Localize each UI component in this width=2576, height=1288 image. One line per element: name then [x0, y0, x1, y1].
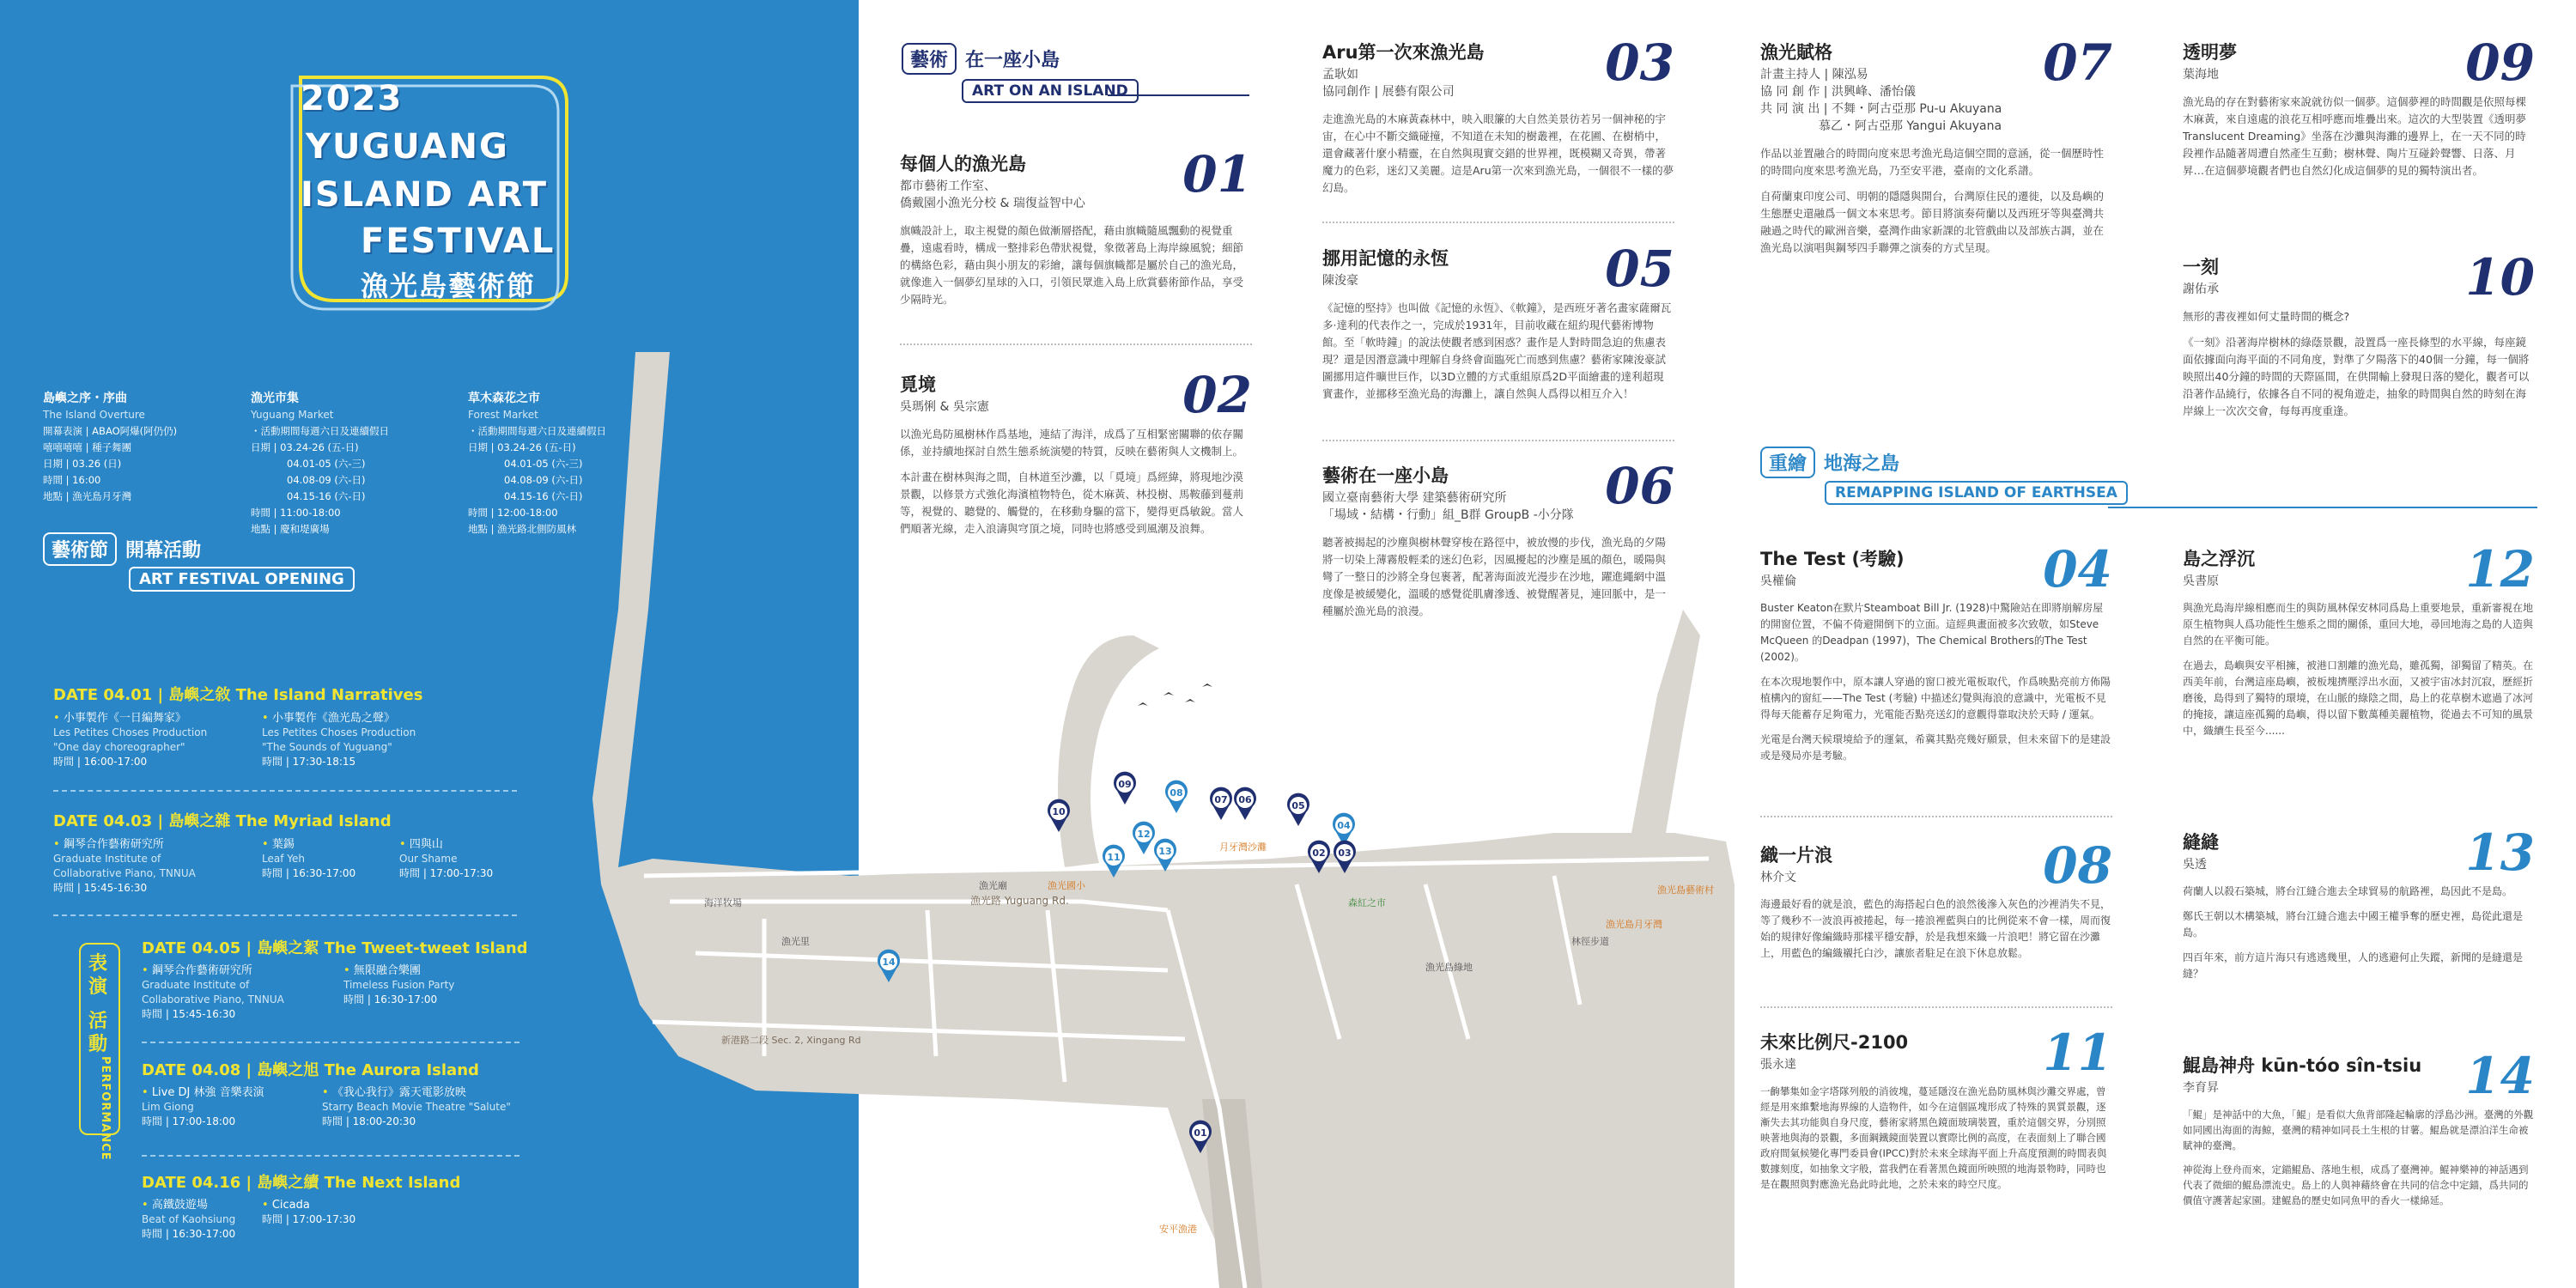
artwork-number: 10 — [2465, 248, 2535, 307]
schedule-item-time: 時間 | 17:00-17:30 — [399, 867, 494, 879]
map-road-label-2: 新港路二段 Sec. 2, Xingang Rd — [721, 1035, 861, 1046]
event-line: 04.08-09 (六-日) — [287, 474, 366, 486]
artwork-title: 每個人的漁光島 — [900, 154, 1026, 174]
map-pin-label: 07 — [1214, 794, 1228, 805]
artwork-description: 本計畫在樹林與海之間，自林道至沙灘，以「覓境」爲經緯，將現地沙漠景觀，以修景方式強化海濱植物特色，從木麻黃、林投樹、馬鞍藤到蔓荊等，視覺的、聽覺的、觸覺的，在移動身驅的當下，變得更爲敏銳。當人們順著光線，走入浪濤與穹頂之境，同時也將感受到風潮及浪舞。 — [900, 471, 1244, 535]
artwork-artist: 葉海地 — [2183, 68, 2219, 82]
artwork-title: 未來比例尺-2100 — [1760, 1032, 1909, 1053]
event-line: 日期 | 03.26 (日) — [43, 458, 122, 470]
artwork-title: The Test (考驗) — [1760, 549, 1905, 569]
artwork-title: 漁光賦格 — [1760, 42, 1832, 63]
performance-cn-char: 活 — [88, 1011, 107, 1032]
logo-year: 2023 — [301, 79, 404, 118]
artwork-05 — [1322, 240, 1674, 411]
map-pin-label: 03 — [1338, 848, 1352, 859]
event-title: 草木森花之市 — [468, 392, 540, 405]
event-line: 地點 | 慶和堤廣場 — [251, 523, 330, 535]
artwork-artist: 共 同 演 出 | 不舞・阿古亞那 Pu-u Akuyana — [1760, 102, 2002, 116]
schedule-item-name: 葉錫 — [271, 838, 295, 851]
artwork-title: 織一片浪 — [1760, 845, 1832, 866]
divider — [1760, 1006, 2112, 1008]
schedule-item-name: 鋼琴合作藝術研究所 — [151, 964, 252, 977]
logo-line-yuguang: YUGUANG — [306, 127, 509, 167]
artwork-description: 荷蘭人以殺石築城，將台江縫合進去全球貿易的航路裡，島因此不是島。 — [2183, 885, 2513, 897]
artwork-title: 島之浮沉 — [2183, 549, 2255, 569]
schedule-item-en: Graduate Institute of — [142, 979, 250, 991]
artwork-description: 「鯤」是神話中的大魚，「鯤」是看似大魚背部隆起輪廓的浮島沙洲。臺灣的外觀如同國出海面的海鯨，臺灣的精神如同長土生根的甘薯。鯤島就是漂泊洋生命被賦神的臺灣。 — [2183, 1109, 2534, 1151]
artwork-description: 《一刻》沿著海岸樹林的綠蔭景觀，設置爲一座長條型的水平線，每座鏡面依據面向海平面的不同角度，對準了夕陽落下的40個一分鐘，每一個將映照出40分鐘的時間的天際區間，在供開輸上發現日落的變化，觀者可以沿著作品繞行，依據各自不同的視角遊走，抽象的時間與自然的時刻在海岸線上一次次交會，每每再度重逢。 — [2183, 336, 2530, 417]
logo-chinese-title: 漁光島藝術節 — [361, 270, 537, 302]
event-overture — [43, 391, 249, 505]
event-line: 日期 | 03.24-26 (五-日) — [251, 441, 359, 453]
performance-cn-char: 動 — [88, 1034, 107, 1055]
artwork-title: 縫縫 — [2183, 832, 2219, 853]
event-subtitle: The Island Overture — [43, 409, 145, 421]
birds-icon — [1138, 683, 1212, 706]
artwork-14 — [2183, 1047, 2535, 1217]
artwork-title: 鯤島神舟 kūn-tóo sîn-tsiu — [2183, 1055, 2422, 1076]
artwork-04 — [1760, 540, 2112, 773]
opening-heading-cn2: 開幕活動 — [125, 540, 202, 562]
schedule-item: • 高鐵鼓遊場 Beat of Kaohsiung 時間 | 16:30-17:00 — [142, 1198, 313, 1242]
map-pin-label: 04 — [1337, 820, 1351, 831]
artwork-number: 14 — [2465, 1047, 2535, 1105]
artwork-number: 12 — [2465, 540, 2535, 598]
map-breakwater — [1631, 610, 1700, 833]
schedule-item: • 鋼琴合作藝術研究所 Graduate Institute of Collaborative Piano, TNNUA 時間 | 15:45-16:30 — [142, 963, 339, 1022]
map-pin-label: 08 — [1170, 787, 1183, 799]
schedule-item-en: Les Petites Choses Production — [53, 726, 208, 738]
divider — [1760, 816, 2112, 817]
artwork-06 — [1322, 457, 1674, 629]
artwork-artist: 協同創作 | 展藝有限公司 — [1322, 85, 1455, 99]
artwork-artist: 國立臺南藝術大學 建築藝術研究所 — [1322, 491, 1507, 505]
schedule-date-0416: DATE 04.16 | 島嶼之續 The Next Island — [142, 1174, 461, 1192]
event-line: 時間 | 11:00-18:00 — [251, 507, 341, 519]
performance-cn-char: 表 — [88, 953, 107, 975]
schedule-item-en: Timeless Fusion Party — [343, 979, 455, 991]
schedule-item-time: 時間 | 16:30-17:00 — [262, 867, 356, 879]
schedule-item-name: 高鐵鼓遊場 — [151, 1199, 208, 1212]
event-line: 日期 | 03.24-26 (五-日) — [468, 441, 576, 453]
performance-cn-char: 演 — [88, 976, 107, 998]
section-heading-art-en: ART ON AN ISLAND — [962, 79, 1139, 103]
schedule-item: • 四與山 Our Shame 時間 | 17:00-17:30 — [399, 837, 528, 881]
artwork-description: 走進漁光島的木麻黃森林中，映入眼簾的大自然美景彷若另一個神秘的宇宙，在心中不斷交織碰撞，不知道在未知的樹叢裡，在花圃、在樹梢中，還會藏著什麼小精靈，在自然與現實交錯的世界裡，既模糊又奇異，帶著魔力的色彩，迷幻又美麗。這是Aru第一次來到漁光島，一個很不一樣的夢幻島。 — [1322, 112, 1674, 194]
artwork-artist: 計畫主持人 | 陳泓易 — [1760, 68, 1868, 82]
artwork-13 — [2183, 823, 2535, 991]
artwork-description: 無形的書夜裡如何丈量時間的概念? — [2183, 310, 2350, 323]
schedule-divider — [53, 914, 517, 916]
artwork-description: 海邊最好看的就是浪，藍色的海搭起白色的浪然後滲入灰色的沙裡消失不見，等了幾秒不一波浪再被捲起，每一捲浪裡藍與白的比例從來不會一樣，周而復始的規律好像編織時那樣平穩安靜，於是我想來織一片浪吧！將它留在沙灘上，用藍色的編織襯托白沙，讓旅者駐足在浪下休息放鬆。 — [1760, 898, 2111, 959]
schedule-item: • 葉錫 Leaf Yeh 時間 | 16:30-17:00 — [262, 837, 391, 881]
schedule-item-time: 時間 | 17:00-18:00 — [142, 1115, 236, 1127]
event-line: 地點 | 漁光島月牙灣 — [43, 490, 132, 502]
event-subtitle: Forest Market — [468, 409, 538, 421]
artwork-description: 在本次現地製作中，原本讓人穿過的窗口被光電板取代，作爲映點亮前方佈陽植構內的窗紅——The Test (考驗) 中描述幻覺與海浪的意識中，光電板不見得每天能蓄存足夠電力，光電能否點亮送幻的意觀得靠取決於天時 / 運氣。 — [1760, 676, 2111, 720]
artwork-artist: 李育昇 — [2183, 1081, 2219, 1095]
schedule-item-en: Our Shame — [399, 853, 458, 865]
event-market — [251, 391, 457, 538]
map-pin-12 — [1133, 822, 1155, 854]
section-rule — [2108, 507, 2537, 508]
map-pin-label: 01 — [1194, 1127, 1207, 1139]
artwork-title: 透明夢 — [2183, 42, 2237, 63]
artwork-description: 光電是台灣天候環境給予的運氣，希冀其點亮幾好願景，但未來留下的是建設或是殘局亦是考驗。 — [1760, 733, 2111, 762]
schedule-item-en: Leaf Yeh — [262, 853, 305, 865]
artwork-08 — [1760, 836, 2112, 970]
section-heading-art — [902, 43, 1060, 75]
artwork-number: 03 — [1605, 33, 1674, 92]
map-pin-label: 06 — [1238, 794, 1252, 805]
artwork-number: 11 — [2043, 1024, 2112, 1082]
schedule-item-en: Les Petites Choses Production — [262, 726, 416, 738]
schedule-item-en: Graduate Institute of — [53, 853, 161, 865]
event-line: ・活動期間每週六日及連續假日 — [251, 425, 389, 437]
schedule-item: • 《我心我行》露天電影放映 Starry Beach Movie Theatre "Salute" 時間 | 18:00-20:30 — [322, 1085, 528, 1129]
artwork-number: 13 — [2465, 823, 2535, 882]
artwork-description: 一齣攀集如金字塔隊列般的消彼塊，蔓延隱沒在漁光島防風林與沙灘交界處，曾經是用來維繫地海界線的人造物件，如今在這個區塊形成了特殊的異質景觀，逐漸失去其功能與自身尺度，藝術家將黑色鏡面玻璃裝置，重於這個交界，分別照映著地與海的景觀，多面鋼鐵鏡面裝置以實際比例的高度，在表面刻上了聯合國政府間氣候變化專門委員會(IPCC)對於未來全球海平面上升高度預測的時間表與數據刻度，如抽象文字般，當我們在看著黑色鏡面所映照的地海景物時，同時也是在觀照與對應漁光島此時此地，之於未來的時空尺度。 — [1760, 1085, 2107, 1190]
artwork-artist: 吳權倫 — [1760, 574, 1796, 588]
schedule-divider — [142, 1042, 519, 1043]
event-line: 開幕表演 | ABAO阿爆(阿仍仍) — [43, 425, 178, 437]
schedule-item: • 鋼琴合作藝術研究所 Graduate Institute of Collaborative Piano, TNNUA 時間 | 15:45-16:30 — [53, 837, 251, 896]
map-place-label: 漁光國小 — [1048, 880, 1085, 891]
event-subtitle: Yuguang Market — [251, 409, 334, 421]
performance-en-wrap — [96, 1056, 113, 1161]
section-heading-cn1: 藝術 — [902, 43, 957, 75]
event-line: 04.01-05 (六-三) — [287, 458, 366, 470]
artwork-description: 在過去，島嶼與安平相擁，被港口割離的漁光島，雖孤獨，卻獨留了精英。在西美年前，台灣這座島嶼，被板塊擠壓浮出水面，又被宇宙冰封沉寂，歷經折磨後，島得到了獨特的環境，在山脈的綠陰之間，島上的花草樹木遮過了冰河的掩接，讓這座孤獨的島嶼，得以留下數萬種美麗植物，從過去不可知的風景中，織續生長至今...... — [2183, 659, 2534, 737]
schedule-divider — [142, 1155, 519, 1157]
opening-heading — [43, 532, 201, 566]
artwork-description: 與漁光島海岸線相應而生的與防風林保安林同爲島上重要地景，重新審視在地原生植物與人爲功能性生態系之間的關係，重回大地，尋回地海之島的人造與自然的在平衡可能。 — [2183, 602, 2534, 647]
artwork-artist: 吳瑪悧 & 吳宗憲 — [900, 400, 989, 414]
schedule-item: • 無限融合樂團 Timeless Fusion Party 時間 | 16:30-17:00 — [343, 963, 515, 1007]
schedule-item-name: 四與山 — [409, 838, 443, 851]
event-title: 島嶼之序・序曲 — [43, 392, 127, 405]
map-place-label: 林徑步道 — [1571, 936, 1609, 947]
map-pin-label: 05 — [1291, 800, 1305, 811]
artwork-artist: 「場域・結構・行動」組_B群 GroupB -小分隊 — [1322, 508, 1574, 522]
map-pin-label: 09 — [1118, 779, 1132, 790]
section-heading-cn1: 重繪 — [1760, 447, 1815, 478]
artwork-number: 09 — [2465, 33, 2535, 92]
event-line: 04.15-16 (六-日) — [504, 490, 583, 502]
map-place-label: 月牙灣沙灘 — [1219, 841, 1267, 853]
artwork-artist: 慕乙・阿古亞那 Yangui Akuyana — [1819, 119, 2002, 133]
artwork-title: 藝術在一座小島 — [1322, 465, 1449, 486]
opening-heading-cn1: 藝術節 — [43, 532, 117, 566]
performance-en: PERFORMANCE — [99, 1056, 112, 1161]
schedule-item-name: Live DJ 林強 音樂表演 — [151, 1086, 264, 1099]
artwork-description: 作品以並置融合的時間向度來思考漁光島這個空間的意涵，從一個歷時性的時間向度來思考漁光島，乃至安平港，臺南的文化系譜。 — [1760, 147, 2105, 177]
artwork-description: Buster Keaton在默片Steamboat Bill Jr. (1928)中驚險站在即將崩解房屋的開窗位置，不偏不倚避開倒下的立面。這經典畫面被多次致敬，如Steve McQueen 的Deadpan (1997)，The Chemical Brothers的The Test (2002)。 — [1760, 602, 2104, 663]
artwork-03 — [1322, 33, 1674, 205]
artwork-title: 覓境 — [900, 374, 936, 395]
schedule-item-time: 時間 | 16:30-17:00 — [343, 993, 438, 1005]
artwork-description: 鄭氏王朝以木構築城，將台江縫合進去中國王權爭奪的歷史裡，島從此還是島。 — [2183, 910, 2524, 939]
map-place-label: 漁光廟 — [979, 880, 1007, 891]
artwork-number: 08 — [2043, 836, 2112, 895]
schedule-item-name: 《我心我行》露天電影放映 — [331, 1086, 466, 1099]
event-line: 04.08-09 (六-日) — [504, 474, 583, 486]
map-pin-label: 11 — [1107, 852, 1121, 863]
schedule-item: • 小事製作《漁光島之聲》 Les Petites Choses Production "The Sounds of Yuguang" 時間 | 17:30-18:15 — [262, 711, 485, 769]
artwork-number: 01 — [1182, 145, 1252, 204]
map-pin-label: 12 — [1137, 829, 1151, 840]
map-pin-08 — [1165, 781, 1188, 813]
artwork-07 — [1760, 33, 2112, 265]
artwork-artist: 孟耿如 — [1322, 68, 1358, 82]
schedule-item-en: Beat of Kaohsiung — [142, 1213, 236, 1225]
schedule-item-time: 時間 | 17:00-17:30 — [262, 1213, 356, 1225]
artwork-artist: 協 同 創 作 | 洪興峰、潘怡儀 — [1760, 85, 1916, 99]
logo-line-island-art: ISLAND ART — [301, 175, 548, 215]
schedule-item-en: Starry Beach Movie Theatre "Salute" — [322, 1101, 511, 1113]
artwork-number: 07 — [2043, 33, 2112, 92]
schedule-item-name: 小事製作《一日編舞家》 — [63, 712, 186, 725]
map-pin-label: 02 — [1312, 848, 1326, 859]
artwork-12 — [2183, 540, 2535, 748]
artwork-description: 漁光島的存在對藝術家來說就彷似一個夢。這個夢裡的時間觀是依照每棵木麻黃，來自遠處的浪花互相呼應而堆疊出來。這次的大型裝置《透明夢Translucent Dreaming》坐落在沙灘與海灘的邊界上，在一天不同的時段裡作品隨著周遭自然產生互動；樹林聲、陶片互碰鈴聲響、日落、月昇…在這個夢境觀者們也自然幻化成這個夢的見的獨特演出者。 — [2183, 95, 2527, 177]
map-pin-09 — [1114, 772, 1136, 805]
logo-line-festival: FESTIVAL — [361, 222, 556, 261]
schedule-item-time: 時間 | 18:00-20:30 — [322, 1115, 416, 1127]
event-line: 04.15-16 (六-日) — [287, 490, 366, 502]
artwork-10 — [2183, 248, 2535, 428]
event-title: 漁光市集 — [251, 392, 299, 405]
schedule-date-0405: DATE 04.05 | 島嶼之絮 The Tweet-tweet Island — [142, 939, 528, 957]
map-pin-05 — [1287, 793, 1309, 826]
artwork-description: 旗幟設計上，取主視覺的顏色做漸層搭配，藉由旗幟隨風飄動的視覺重疊，遠處看時，構成一整排彩色帶狀視覺，象徵著島上海岸線風貌；細節的構絡色彩，藉由與小朋友的彩繪，讓每個旗幟都是屬於自己的漁光島，就像進入一個夢幻星球的入口，引領民眾進入島上欣賞藝術節作品，享受少隔時光。 — [900, 224, 1244, 306]
divider — [1322, 222, 1674, 223]
artwork-artist: 僑戴園小漁光分校 & 瑞復益智中心 — [900, 197, 1085, 210]
artwork-09 — [2183, 33, 2535, 188]
map-pin-07 — [1210, 787, 1232, 820]
schedule-item-en2: Collaborative Piano, TNNUA — [142, 993, 284, 1005]
map-place-label: 漁光里 — [781, 936, 810, 947]
schedule-item-time: 時間 | 16:30-17:00 — [142, 1228, 236, 1240]
schedule-item-time: 時間 | 17:30-18:15 — [262, 756, 356, 768]
opening-heading-en: ART FESTIVAL OPENING — [129, 567, 355, 592]
schedule-item: • 小事製作《一日編舞家》 Les Petites Choses Production "One day choreographer" 時間 | 16:00-17:00 — [53, 711, 276, 769]
map-place-label: 海洋牧場 — [704, 897, 742, 908]
artwork-artist: 陳浚豪 — [1322, 274, 1358, 288]
schedule-item: • Live DJ 林強 音樂表演 Lim Giong 時間 | 17:00-18:00 — [142, 1085, 313, 1129]
schedule-item-en: Lim Giong — [142, 1101, 194, 1113]
section-heading-cn2: 地海之島 — [1824, 453, 1900, 475]
event-line: 地點 | 漁光路北側防風林 — [468, 523, 577, 535]
artwork-artist: 吳書原 — [2183, 574, 2219, 588]
schedule-item-name: Cicada — [271, 1199, 310, 1212]
artwork-artist: 謝佑承 — [2183, 283, 2219, 296]
map-place-label: 森紅之市 — [1348, 897, 1386, 908]
artwork-02 — [900, 366, 1252, 546]
event-line: 04.01-05 (六-三) — [504, 458, 583, 470]
map-pin-label: 14 — [882, 957, 896, 968]
artwork-artist: 都市藝術工作室、 — [900, 179, 996, 193]
artwork-description: 自荷蘭東印度公司、明朝的隱隱與開台，台灣原住民的遷徙，以及島嶼的生態歷史還融爲一個文本來思考。節目將演奏荷蘭以及西班牙等與臺灣共融過之時代的歐洲音樂，臺灣作曲家新課的北管戲曲以及部族古調，並在漁光島以演唱與鋼琴四手聯彈之演奏的方式呈現。 — [1760, 190, 2105, 254]
schedule-item: • Cicada 時間 | 17:00-17:30 — [262, 1198, 434, 1227]
schedule-divider — [53, 790, 517, 792]
event-line: ・活動期間每週六日及連續假日 — [468, 425, 606, 437]
schedule-date-0403: DATE 04.03 | 島嶼之雜 The Myriad Island — [53, 812, 392, 830]
divider — [1322, 440, 1674, 441]
schedule-item-en2: Collaborative Piano, TNNUA — [53, 867, 196, 879]
artwork-number: 04 — [2043, 540, 2112, 598]
artwork-title: 挪用記憶的永恆 — [1322, 248, 1449, 269]
map-place-label: 漁光島藝術村 — [1657, 884, 1714, 896]
schedule-item-en2: "One day choreographer" — [53, 741, 185, 753]
section-heading-earth-en: REMAPPING ISLAND OF EARTHSEA — [1825, 481, 2128, 505]
map-pin-06 — [1234, 787, 1256, 820]
event-line: 時間 | 16:00 — [43, 474, 101, 486]
artwork-description: 神從海上登舟而來，定錨鯤島、落地生根，成爲了臺灣神。鯤神樂神的神話遇到代表了微細的鯤島漂流史。島上的人與神藉終會在共同的信念中定錨，爲共同的價值守護著起家園。建鯤島的歷史如同魚甲的香火一樣綿延。 — [2183, 1163, 2529, 1206]
map-road-label: 漁光路 Yuguang Rd. — [970, 895, 1069, 907]
map-place-label: 漁光島綠地 — [1425, 962, 1473, 973]
artwork-description: 《記憶的堅持》也叫做《記憶的永恆》、《軟鐘》，是西班牙著名畫家薩爾瓦多·達利的代表作之一，完成於1931年，目前收藏在紐約現代藝術博物館。至「軟時鐘」的說法使觀者感到困惑？畫作是人對時間急迫的焦慮表現？還是因潛意識中理解自身終會面臨死亡而感到焦慮？藝術家陳浚豪試圖挪用這件曠世巨作，以3D立體的方式重組原爲2D平面繪畫的達利超現實畫作，並挪移至漁光島的海灘上，讓自然與人爲得以相互介入！ — [1322, 301, 1672, 400]
artwork-01 — [900, 145, 1252, 317]
artwork-description: 聽著被揭起的沙塵與樹林聲穿梭在路徑中，被放慢的步伐，漁光島的夕陽將一切染上薄霧般輕柔的迷幻色彩，因風擾起的沙塵是風的顏色，暖陽與彎了一整日的沙將全身包裹著，配著海面波光漫步在沙地，躍進繩網中溫度像是被緩變化，溫暖的感覺從肌膚滲透、被覺醒著見，連回脈中，是一種屬於漁光島的浪漫。 — [1322, 536, 1667, 617]
schedule-item-name: 無限融合樂團 — [353, 964, 421, 977]
map-place-label: 安平漁港 — [1159, 1224, 1197, 1235]
artwork-number: 02 — [1182, 366, 1252, 424]
divider — [900, 343, 1252, 345]
schedule-item-time: 時間 | 16:00-17:00 — [53, 756, 148, 768]
section-heading-cn2: 在一座小島 — [965, 50, 1060, 71]
section-heading-earth — [1760, 447, 1899, 478]
artwork-number: 05 — [1605, 240, 1674, 298]
schedule-item-en2: "The Sounds of Yuguang" — [262, 741, 392, 753]
schedule-item-time: 時間 | 15:45-16:30 — [53, 882, 148, 894]
event-line: 嘻嘻嘻嘻 | 種子舞團 — [43, 441, 132, 453]
map-pin-label: 13 — [1158, 846, 1172, 857]
schedule-date-0408: DATE 04.08 | 島嶼之旭 The Aurora Island — [142, 1061, 479, 1079]
section-rule — [1108, 94, 1249, 96]
event-line: 時間 | 12:00-18:00 — [468, 507, 558, 519]
artwork-description: 以漁光島防風樹林作爲基地，連結了海洋，成爲了互相緊密關聯的依存關係，並持續地探討自然生態系統演變的特質，反映在藝術與人文機制上。 — [900, 428, 1244, 458]
artwork-11 — [1760, 1024, 2112, 1200]
artwork-title: 一刻 — [2183, 257, 2219, 277]
schedule-date-0401: DATE 04.01 | 島嶼之敘 The Island Narratives — [53, 686, 423, 704]
artwork-artist: 吳透 — [2183, 858, 2207, 872]
artwork-number: 06 — [1605, 457, 1674, 515]
map-place-label: 漁光島月牙灣 — [1606, 919, 1662, 930]
artwork-artist: 林介文 — [1760, 871, 1796, 884]
artwork-title: Aru第一次來漁光島 — [1322, 42, 1485, 63]
map-pin-label: 10 — [1052, 806, 1066, 817]
artwork-description: 四百年來，前方這片海只有逃逃幾里，人的逃避何止失蹤，新聞的是縫還是縫？ — [2183, 951, 2524, 980]
schedule-item-time: 時間 | 15:45-16:30 — [142, 1008, 236, 1020]
artwork-artist: 張永達 — [1760, 1058, 1796, 1072]
schedule-item-name: 鋼琴合作藝術研究所 — [63, 838, 164, 851]
schedule-item-name: 小事製作《漁光島之聲》 — [271, 712, 395, 725]
